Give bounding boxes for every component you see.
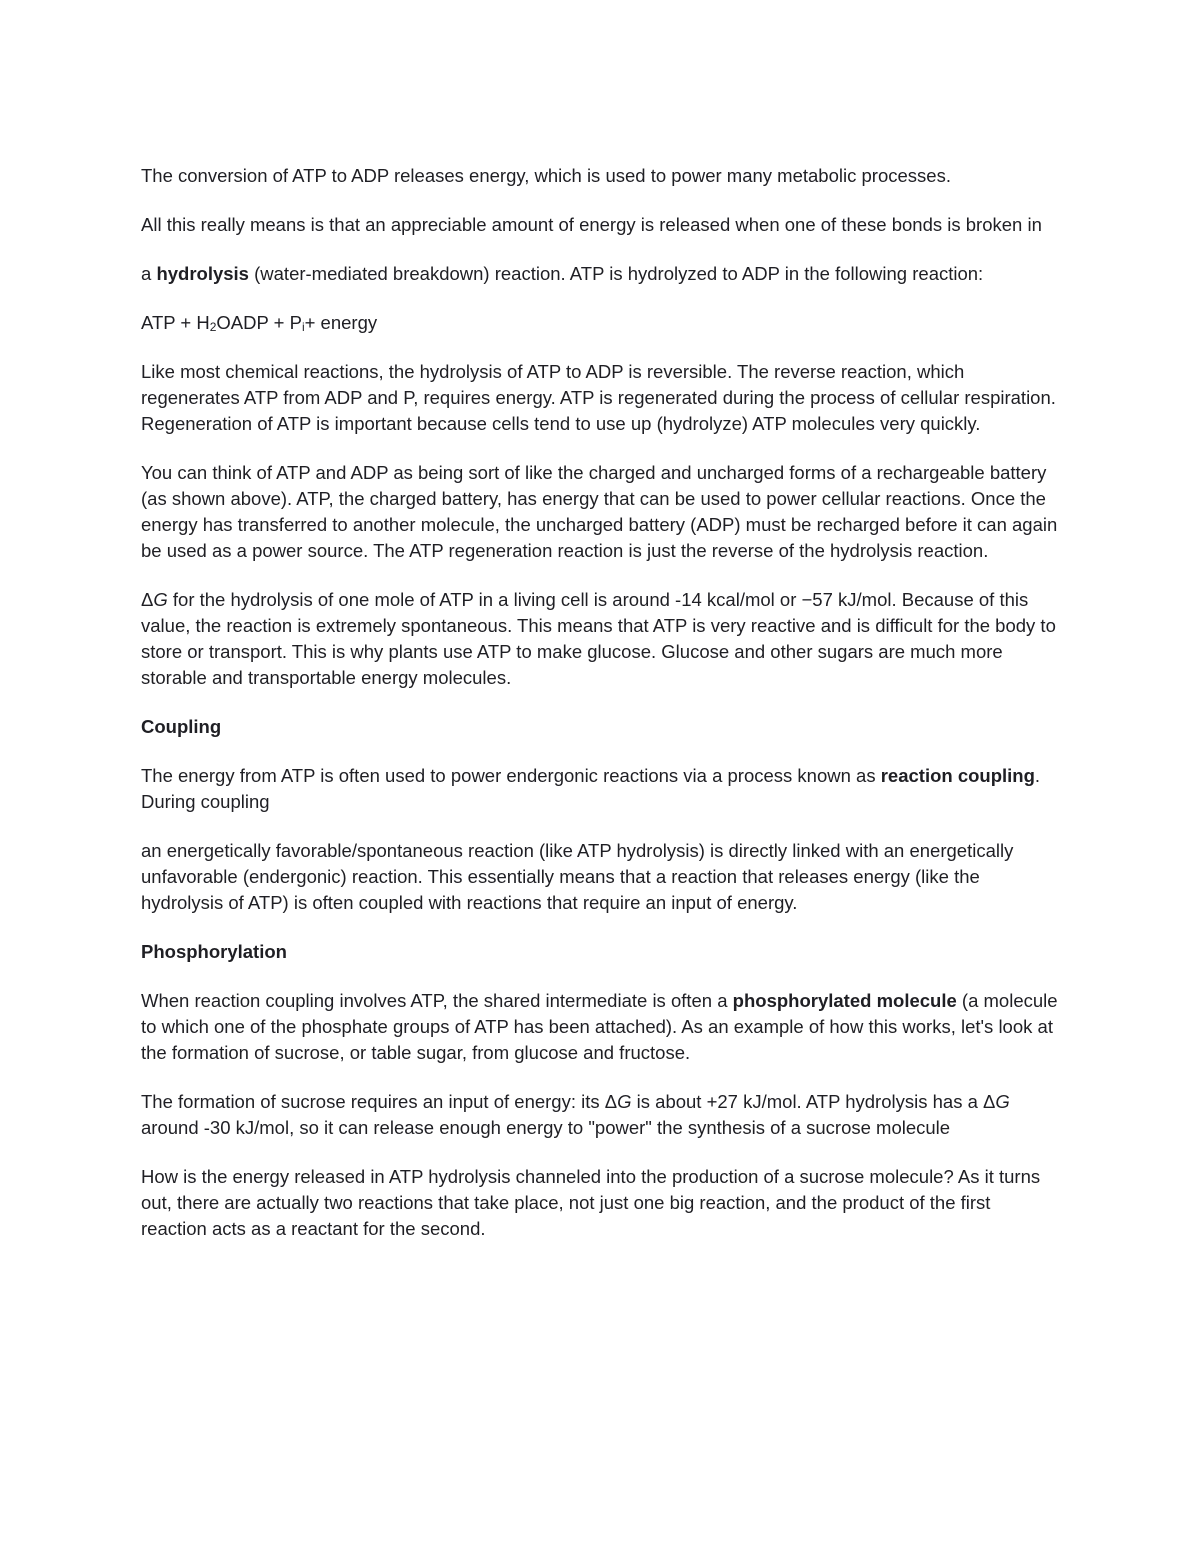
term-reaction-coupling: reaction coupling	[880, 765, 1035, 786]
document-body	[141, 163, 1061, 1265]
text-segment: When reaction coupling involves ATP, the shared intermediate is often a	[141, 990, 733, 1011]
text-segment: . During coupling	[141, 765, 1041, 812]
paragraph-reaction-coupling	[141, 763, 1061, 815]
gibbs-variable: G	[995, 1091, 1010, 1112]
heading-coupling: Coupling	[141, 716, 222, 737]
reaction-equation	[141, 310, 1061, 336]
equation-part: OADP + P	[216, 312, 302, 333]
paragraph-phosphorylated-molecule	[141, 988, 1061, 1066]
term-hydrolysis: hydrolysis	[156, 263, 249, 284]
term-phosphorylated-molecule: phosphorylated molecule	[732, 990, 957, 1011]
gibbs-variable: G	[617, 1091, 632, 1112]
equation-part: + energy	[304, 312, 378, 333]
equation-subscript: i	[301, 320, 305, 334]
paragraph-battery-analogy: You can think of ATP and ADP as being sort of like the charged and uncharged forms of a rechargeable battery (as shown above). ATP, the charged battery, has energy that can be used to power cellular reactions. Once the energy has transferred to another molecule, the uncharged battery (ADP) must be recharged before it can again be used as a power source. The ATP regeneration reaction is just the reverse of the hydrolysis reaction.	[141, 462, 1058, 561]
paragraph-atp-conversion: The conversion of ATP to ADP releases energy, which is used to power many metabolic processes.	[141, 165, 951, 186]
text-segment: for the hydrolysis of one mole of ATP in a living cell is around -14 kcal/mol or −57 kJ/mol. Because of this value, the reaction is extremely spontaneous. This means that ATP is very reactive and is difficult for the body to store or transport. This is why plants use ATP to make glucose. Glucose and other sugars are much more storable and transportable energy molecules.	[141, 589, 1056, 688]
paragraph-coupling-explained: an energetically favorable/spontaneous reaction (like ATP hydrolysis) is directly linked with an energetically unfavorable (endergonic) reaction. This essentially means that a reaction that releases energy (like the hydrolysis of ATP) is often coupled with reactions that require an input of energy.	[141, 840, 1014, 913]
delta-symbol: Δ	[141, 589, 154, 610]
paragraph-hydrolysis	[141, 261, 1061, 287]
text-segment: is about +27 kJ/mol. ATP hydrolysis has a	[631, 1091, 984, 1112]
paragraph-delta-g	[141, 587, 1061, 691]
delta-symbol: Δ	[604, 1091, 618, 1112]
text-segment: The formation of sucrose requires an input of energy: its	[141, 1091, 605, 1112]
text-segment: around -30 kJ/mol, so it can release enough energy to "power" the synthesis of a sucrose molecule	[141, 1117, 951, 1138]
paragraph-reversible: Like most chemical reactions, the hydrolysis of ATP to ADP is reversible. The reverse reaction, which regenerates ATP from ADP and P, requires energy. ATP is regenerated during the process of cellular respiration. Regeneration of ATP is important because cells tend to use up (hydrolyze) ATP molecules very quickly.	[141, 361, 1056, 434]
equation-part: ATP + H	[141, 312, 210, 333]
text-segment: The energy from ATP is often used to power endergonic reactions via a process known as	[141, 765, 881, 786]
text-segment: a	[141, 263, 157, 284]
paragraph-sucrose-formation	[141, 1089, 1061, 1141]
paragraph-two-reactions: How is the energy released in ATP hydrolysis channeled into the production of a sucrose molecule? As it turns out, there are actually two reactions that take place, not just one big reaction, and the product of the first reaction acts as a reactant for the second.	[141, 1166, 1041, 1239]
text-segment: (a molecule to which one of the phosphate groups of ATP has been attached). As an example of how this works, let's look at the formation of sucrose, or table sugar, from glucose and fructose.	[141, 990, 1058, 1063]
text-segment: (water-mediated breakdown) reaction. ATP is hydrolyzed to ADP in the following reaction:	[248, 263, 984, 284]
heading-phosphorylation: Phosphorylation	[141, 941, 287, 962]
gibbs-variable: G	[153, 589, 168, 610]
paragraph-bonds-broken: All this really means is that an appreciable amount of energy is released when one of these bonds is broken in	[141, 214, 1042, 235]
delta-symbol: Δ	[983, 1091, 996, 1112]
equation-subscript: 2	[209, 320, 217, 334]
